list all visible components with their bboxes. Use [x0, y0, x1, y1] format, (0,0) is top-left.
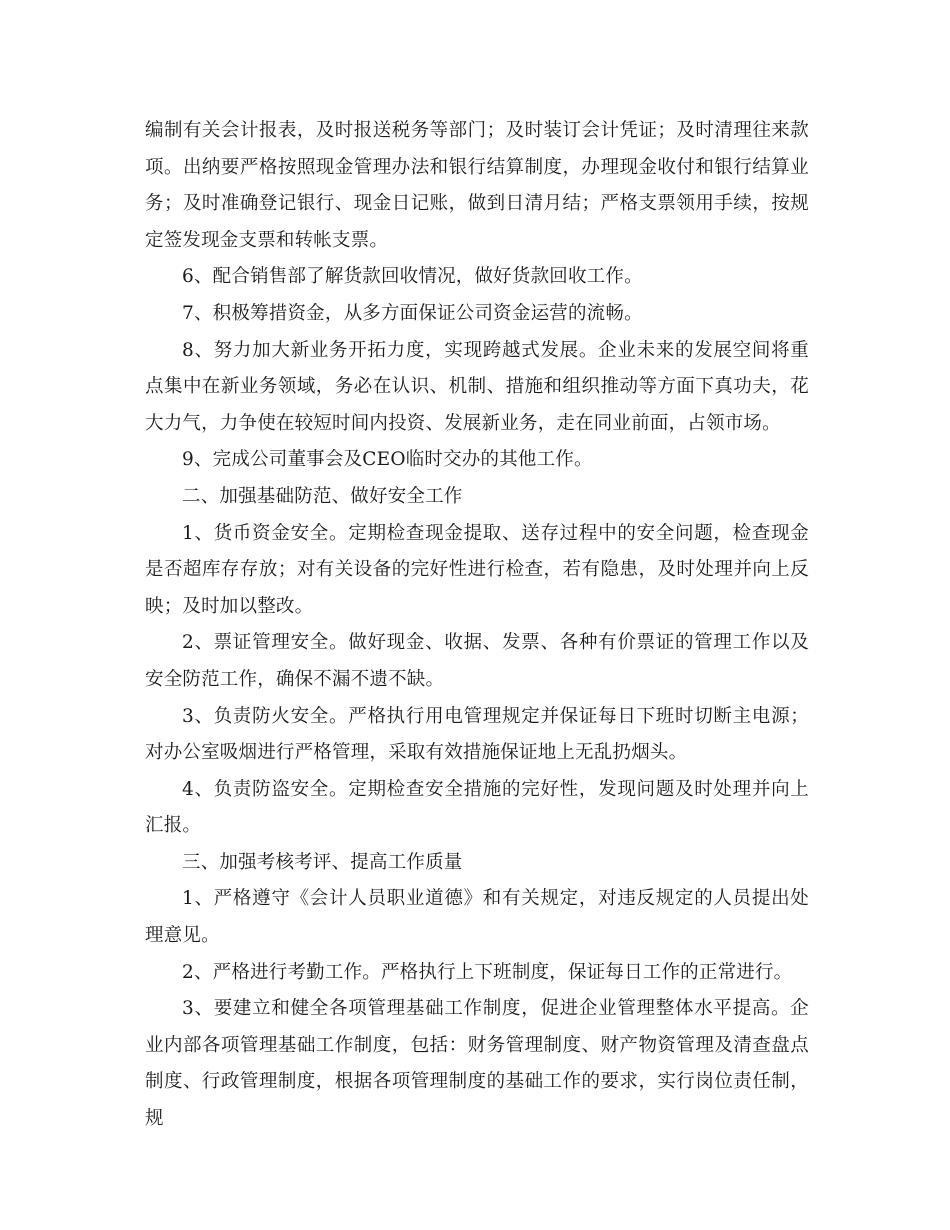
paragraph-item-9: 9、完成公司董事会及CEO临时交办的其他工作。	[182, 449, 593, 471]
paragraph-quality-2: 2、严格进行考勤工作。严格执行上下班制度，保证每日工作的正常进行。	[182, 961, 793, 983]
paragraph-safety-4: 4、负责防盗安全。定期检查安全措施的完好性，发现问题及时处理并向上汇报。	[145, 778, 809, 837]
paragraph-item-8: 8、努力加大新业务开拓力度，实现跨越式发展。企业未来的发展空间将重点集中在新业务领域，务必在认识、机制、措施和组织推动等方面下真功夫，花大力气，力争使在较短时间内投资、发展新业务，走在同业前面，占领市场。	[145, 339, 809, 434]
paragraph-continuation: 编制有关会计报表，及时报送税务等部门；及时装订会计凭证；及时清理往来款项。出纳要严格按照现金管理办法和银行结算制度，办理现金收付和银行结算业务；及时准确登记银行、现金日记账，做到日清月结；严格支票领用手续，按规定签发现金支票和转帐支票。	[145, 120, 809, 251]
paragraph-quality-1: 1、严格遵守《会计人员职业道德》和有关规定，对违反规定的人员提出处理意见。	[145, 888, 809, 947]
paragraph-item-7: 7、积极筹措资金，从多方面保证公司资金运营的流畅。	[182, 302, 643, 324]
paragraph-safety-1: 1、货币资金安全。定期检查现金提取、送存过程中的安全问题，检查现金是否超库存存放；对有关设备的完好性进行检查，若有隐患，及时处理并向上反映；及时加以整改。	[145, 522, 809, 617]
section-heading-2: 二、加强基础防范、做好安全工作	[182, 485, 463, 507]
paragraph-safety-2: 2、票证管理安全。做好现金、收据、发票、各种有价票证的管理工作以及安全防范工作，确保不漏不遗不缺。	[145, 632, 809, 690]
section-heading-3: 三、加强考核考评、提高工作质量	[182, 851, 463, 873]
paragraph-item-6: 6、配合销售部了解货款回收情况，做好货款回收工作。	[182, 266, 643, 288]
paragraph-safety-3: 3、负责防火安全。严格执行用电管理规定并保证每日下班时切断主电源；对办公室吸烟进行严格管理，采取有效措施保证地上无乱扔烟头。	[145, 705, 809, 764]
paragraph-quality-3: 3、要建立和健全各项管理基础工作制度，促进企业管理整体水平提高。企业内部各项管理基础工作制度，包括：财务管理制度、财产物资管理及清查盘点制度、行政管理制度，根据各项管理制度的基础工作的要求，实行岗位责任制，规	[145, 998, 809, 1130]
document-body	[145, 113, 809, 1138]
